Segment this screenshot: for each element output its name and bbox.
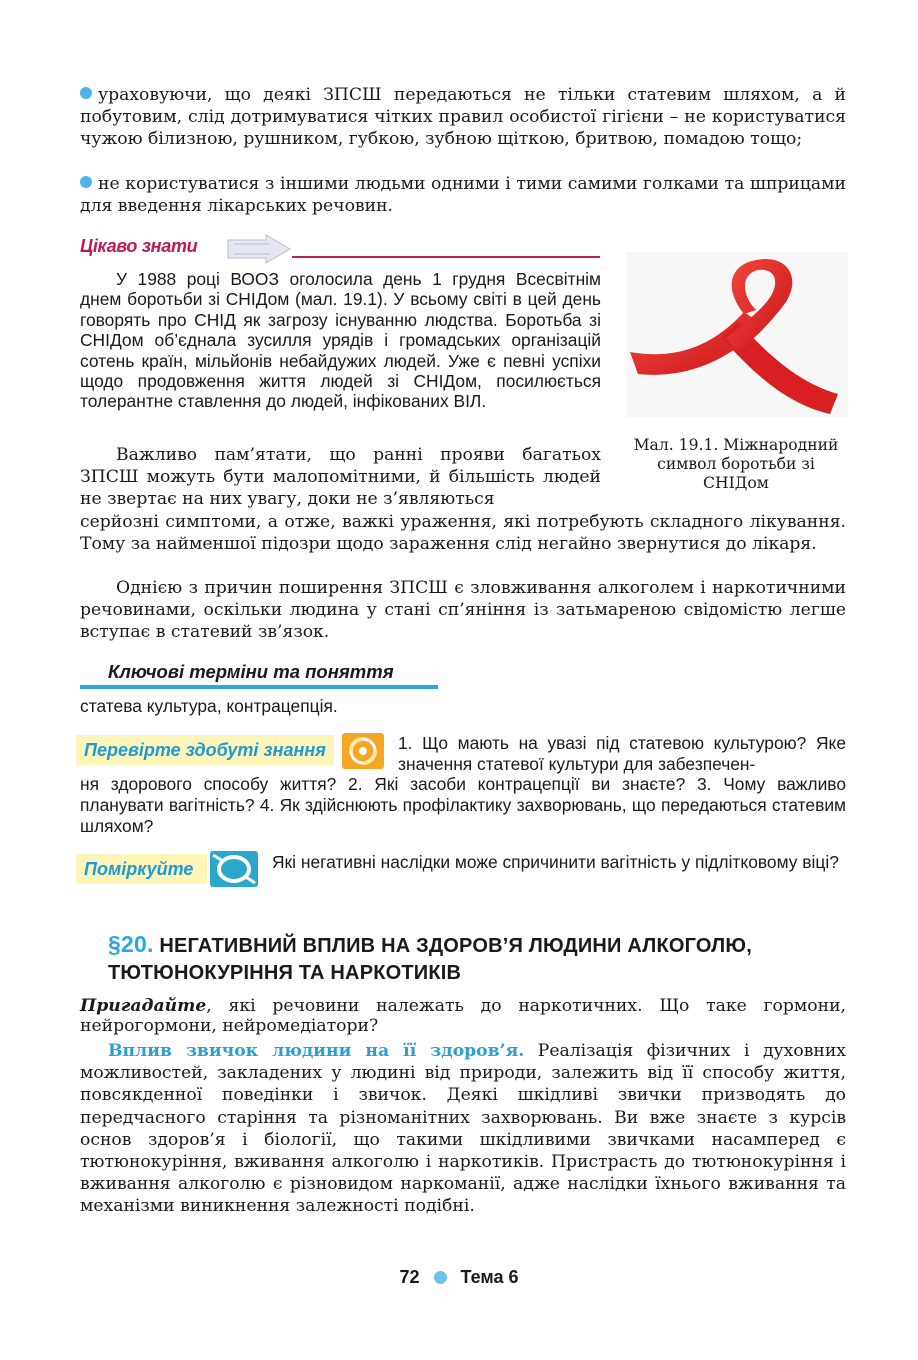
bullet-icon: [80, 176, 92, 188]
key-terms-text: статева культура, контрацепція.: [80, 696, 338, 716]
page-number: 72: [399, 1267, 420, 1287]
recall-lead: Пригадайте: [80, 996, 207, 1016]
check-text-part2: ня здорового способу життя? 2. Які засоби контрацепції ви знаєте? 3. Чому важливо планувати вагітність? 4. Як здійснюють профілактику захворювань, що передаються статевим шляхом?: [80, 774, 846, 836]
section-title-line1: НЕГАТИВНИЙ ВПЛИВ НА ЗДОРОВ’Я ЛЮДИНИ АЛКОГОЛЮ,: [159, 935, 752, 957]
section-title: [108, 931, 848, 987]
section-number: §20.: [108, 931, 154, 957]
arrow-icon: [226, 234, 292, 264]
alcohol-paragraph: Однією з причин поширення ЗПСШ є зловживання алкоголем і наркотичними речовинами, оскільки людина у стані сп’яніння із затьмареною свідомістю легше вступає в статевий зв’язок.: [80, 578, 846, 643]
red-ribbon-icon: [626, 252, 848, 417]
think-label: Поміркуйте: [76, 854, 207, 884]
habits-paragraph: [80, 1040, 846, 1218]
key-terms-title: Ключові терміни та поняття: [108, 661, 394, 682]
interesting-title: Цікаво знати: [80, 236, 198, 256]
section-title-line2: ТЮТЮНОКУРІННЯ ТА НАРКОТИКІВ: [108, 962, 462, 984]
habits-lead: Вплив звичок людини на її здоров’я.: [108, 1041, 525, 1061]
bullet-icon: [80, 87, 92, 99]
bullet-item: ураховуючи, що деякі ЗПСШ передаються не тільки статевим шляхом, а й побутовим, слід дотримуватися чітких правил особистої гігієни – не користуватися чужою білизною, рушником, губкою, зубною щіткою, бритвою, помадою тощо;: [80, 85, 846, 150]
swirl-icon: [342, 733, 384, 769]
recall-paragraph: [80, 996, 846, 1036]
figure-caption: Мал. 19.1. Міжнародний символ боротьби зі СНІДом: [633, 436, 839, 492]
check-knowledge-label: Перевірте здобуті знання: [76, 735, 334, 765]
bullet-item: не користуватися з іншими людьми одними і тими самими голками та шприцами для введення лікарських речовин.: [80, 174, 846, 217]
interesting-rule: [292, 256, 600, 258]
recall-text: , які речовини належать до наркотичних. Що таке гормони, нейрогормони, нейромедіатори?: [80, 996, 846, 1036]
topic-label: Тема 6: [460, 1267, 519, 1287]
footer-dot-icon: [434, 1271, 447, 1284]
think-icon: [210, 851, 258, 887]
key-terms-rule: [80, 685, 438, 689]
page-footer: [0, 1267, 918, 1288]
important-paragraph-part1: Важливо пам’ятати, що ранні прояви багатьох ЗПСШ можуть бути малопомітними, й більшість людей не звертає на них увагу, доки не з’являються: [80, 445, 601, 510]
think-text: Які негативні наслідки може спричинити вагітність у підлітковому віці?: [272, 852, 839, 872]
aids-ribbon-figure: [626, 252, 848, 417]
check-text-part1: 1. Що мають на увазі під статевою культурою? Яке значення статевої культури для забезпечен-: [398, 733, 846, 774]
interesting-text: У 1988 році ВООЗ оголосила день 1 грудня Всесвітнім днем боротьби зі СНІДом (мал. 19.1). У всьому світі в цей день говорять про СНІД як загрозу існуванню людства. Боротьба зі СНІДом об’єднала зусилля урядів і громадських організацій сотень країн, мільйонів небайдужих людей. Уже є певні успіхи щодо продовження життя людей зі СНІДом, посилюється толерантне ставлення до людей, інфікованих ВІЛ.: [80, 269, 601, 412]
important-paragraph-part2: серйозні симптоми, а отже, важкі ураження, які потребують складного лікування. Тому за найменшої підозри щодо зараження слід негайно звернутися до лікаря.: [80, 512, 846, 555]
habits-text: Реалізація фізичних і духовних можливостей, закладених у людині від природи, залежить від її способу життя, повсякденної поведінки і звичок. Деякі шкідливі звички призводять до передчасного старіння та різноманітних захворювань. Ви вже знаєте з курсів основ здоров’я і біології, що такими шкідливими звичками насамперед є тютюнокуріння, вживання алкоголю і наркотиків. Пристрасть до тютюнокуріння і вживання алкоголю є різновидом наркоманії, адже наслідки їхнього вживання та механізми виникнення залежності подібні.: [80, 1041, 846, 1217]
